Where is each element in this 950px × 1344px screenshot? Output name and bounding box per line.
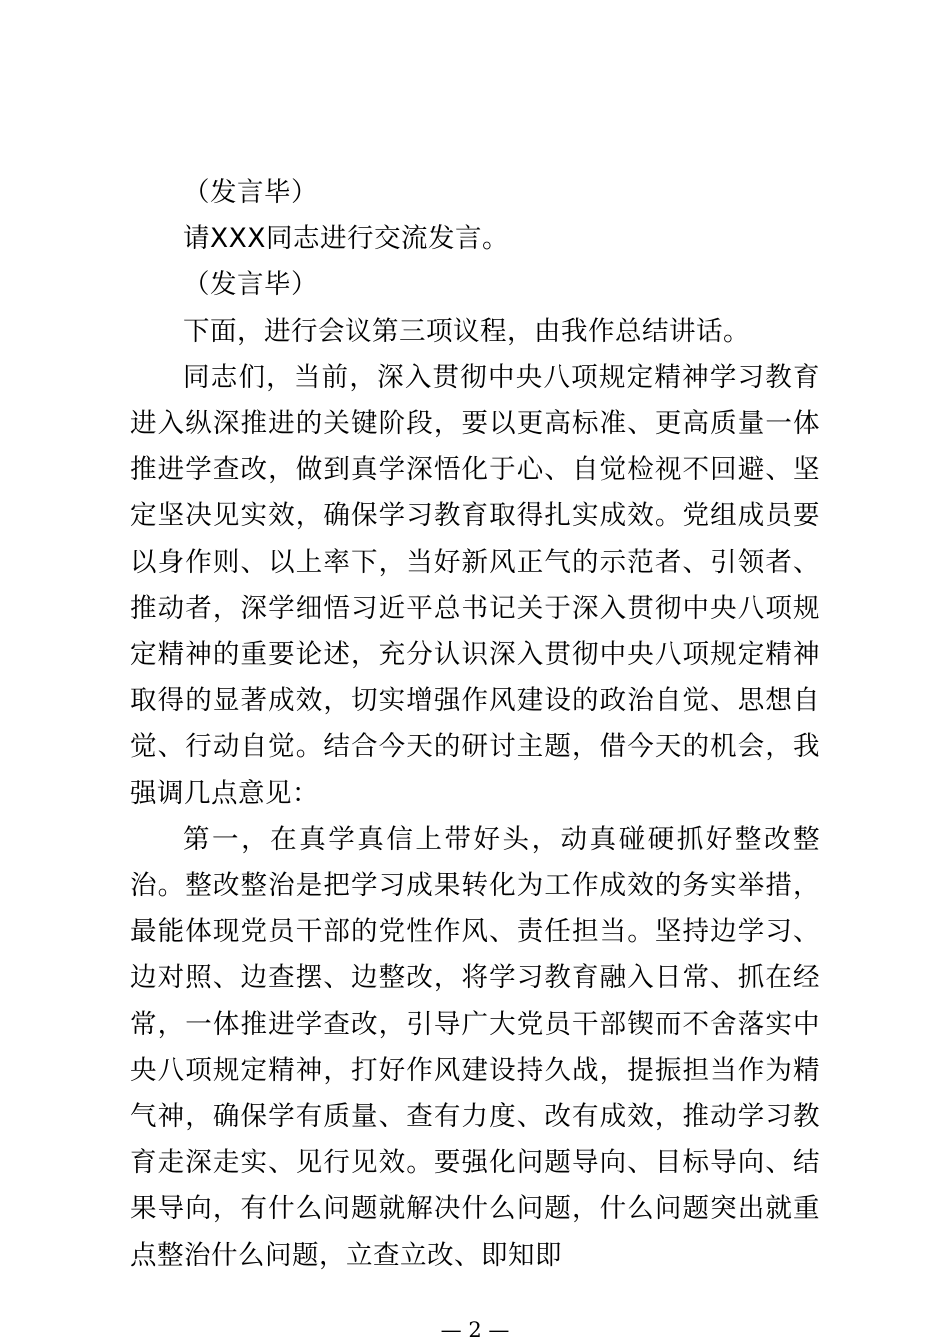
paragraph-invite-speaker: 请XXX同志进行交流发言。 — [183, 223, 509, 255]
paragraph-speech-end-1: （发言毕） — [183, 177, 318, 208]
document-body — [130, 170, 820, 1279]
paragraph-comrades-intro: 同志们，当前，深入贯彻中央八项规定精神学习教育进入纵深推进的关键阶段，要以更高标准、更高质量一体推进学查改，做到真学深悟化于心、自觉检视不回避、坚定坚决见实效，确保学习教育取得扎实成效。党组成员要以身作则、以上率下，当好新风正气的示范者、引领者、推动者，深学细悟习近平总书记关于深入贯彻中央八项规定精神的重要论述，充分认识深入贯彻中央八项规定精神取得的显著成效，切实增强作风建设的政治自觉、思想自觉、行动自觉。结合今天的研讨主题，借今天的机会，我强调几点意见： — [130, 361, 820, 809]
paragraph-speech-end-2: （发言毕） — [183, 269, 318, 301]
paragraph-agenda-item-three: 下面，进行会议第三项议程，由我作总结讲话。 — [183, 315, 750, 347]
page-number: — 2 — — [440, 1318, 510, 1342]
paragraph-point-one: 第一，在真学真信上带好头，动真碰硬抓好整改整治。整改整治是把学习成果转化为工作成效的务实举措，最能体现党员干部的党性作风、责任担当。坚持边学习、边对照、边查摆、边整改，将学习教育融入日常、抓在经常，一体推进学查改，引导广大党员干部锲而不舍落实中央八项规定精神，打好作风建设持久战，提振担当作为精气神，确保学有质量、查有力度、改有成效，推动学习教育走深走实、见行见效。要强化问题导向、目标导向、结果导向，有什么问题就解决什么问题，什么问题突出就重点整治什么问题，立查立改、即知即 — [130, 823, 820, 1271]
